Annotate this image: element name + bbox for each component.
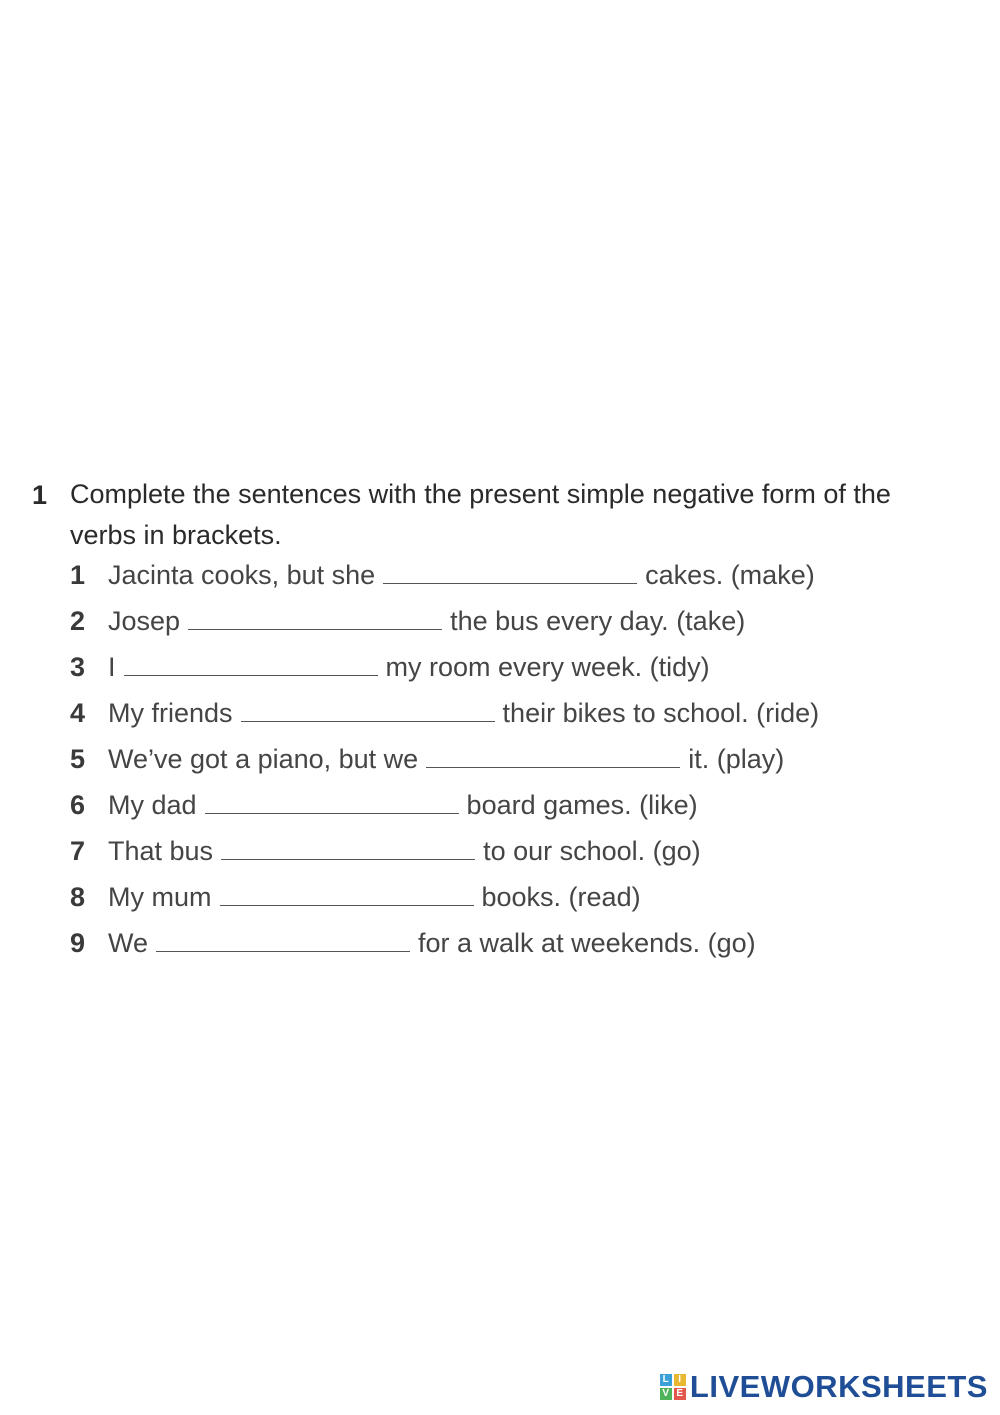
sentence-end: books. (read) — [481, 882, 641, 912]
sentence-start: My mum — [108, 882, 212, 912]
sentence-end: the bus every day. (take) — [450, 606, 746, 636]
answer-blank[interactable] — [241, 701, 495, 722]
brand-text: LIVEWORKSHEETS — [689, 1369, 988, 1404]
exercise — [32, 474, 932, 974]
sentence-end: to our school. (go) — [483, 836, 701, 866]
answer-blank[interactable] — [221, 839, 475, 860]
sentence-start: That bus — [108, 836, 214, 866]
sentence-start: Jacinta cooks, but she — [108, 560, 376, 590]
answer-blank[interactable] — [383, 563, 637, 584]
logo-letter: V — [660, 1388, 672, 1400]
item-number: 4 — [70, 698, 86, 728]
sentence-start: I — [108, 652, 116, 682]
answer-blank[interactable] — [156, 931, 410, 952]
sentence-item — [32, 652, 932, 698]
sentence-item — [32, 698, 932, 744]
sentence-end: it. (play) — [688, 744, 785, 774]
sentence-end: for a walk at weekends. (go) — [418, 928, 756, 958]
item-number: 1 — [70, 560, 86, 590]
answer-blank[interactable] — [188, 609, 442, 630]
sentence-start: My friends — [108, 698, 233, 728]
sentence-end: their bikes to school. (ride) — [502, 698, 820, 728]
exercise-instruction: Complete the sentences with the present simple negative form of the verbs in brackets. — [70, 479, 891, 550]
sentence-item — [32, 744, 932, 790]
answer-blank[interactable] — [426, 747, 680, 768]
item-number: 3 — [70, 652, 86, 682]
sentence-end: board games. (like) — [466, 790, 698, 820]
sentence-item — [32, 882, 932, 928]
answer-blank[interactable] — [124, 655, 378, 676]
exercise-number: 1 — [32, 480, 48, 510]
sentence-item — [32, 560, 932, 606]
exercise-header — [32, 474, 932, 556]
answer-blank[interactable] — [220, 885, 474, 906]
logo-mark-icon — [660, 1374, 686, 1400]
sentence-start: We’ve got a piano, but we — [108, 744, 419, 774]
logo-letter: E — [674, 1388, 686, 1400]
sentence-item — [32, 790, 932, 836]
sentence-list — [32, 560, 932, 974]
item-number: 7 — [70, 836, 86, 866]
sentence-start: Josep — [108, 606, 181, 636]
item-number: 5 — [70, 744, 86, 774]
liveworksheets-logo — [660, 1369, 988, 1405]
logo-letter: I — [674, 1374, 686, 1386]
item-number: 8 — [70, 882, 86, 912]
sentence-item — [32, 836, 932, 882]
sentence-item — [32, 606, 932, 652]
sentence-end: my room every week. (tidy) — [385, 652, 710, 682]
sentence-end: cakes. (make) — [645, 560, 815, 590]
sentence-item — [32, 928, 932, 974]
item-number: 6 — [70, 790, 86, 820]
sentence-start: We — [108, 928, 149, 958]
answer-blank[interactable] — [205, 793, 459, 814]
logo-letter: L — [660, 1374, 672, 1386]
item-number: 9 — [70, 928, 86, 958]
sentence-start: My dad — [108, 790, 197, 820]
item-number: 2 — [70, 606, 86, 636]
